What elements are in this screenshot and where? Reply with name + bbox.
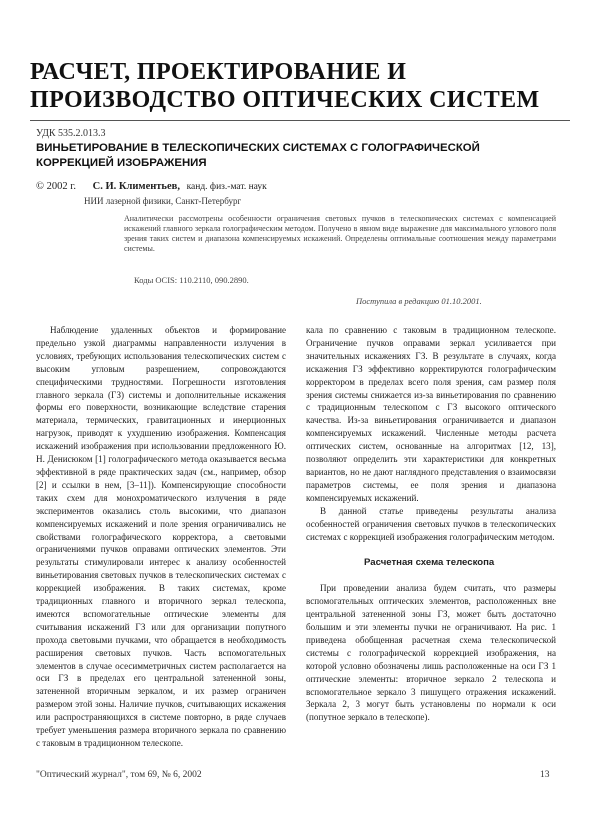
body-paragraph: При проведении анализа будем считать, что размеры вспомогательных оптических элементов, расположенных вне центральной затененной зоны ГЗ, может быть достаточно большим и эти элементы пучки не ограничивают. На рис. 1 приведена обобщенная расчетная схема телескопической системы с голографической коррекцией изображения, на которой условно обозначены лишь расположенные на оси ГЗ 1 оптические элементы: вторичное зеркало 2 телескопа и вспомогательное зеркало 3 пишущего отражения искажений. Зеркала 2, 3 могут быть установлены по нормали к оси (попутное зеркало в телескопе). <box>306 583 556 723</box>
copyright-year: © 2002 г. <box>36 181 76 192</box>
author-line <box>36 181 556 192</box>
body-paragraph: Наблюдение удаленных объектов и формирование предельно узкой диаграммы направленности излучения в условиях, требующих использования телескопических систем с высоким угловым разрешением, сопровождаются специфическими трудностями. Погрешности изготовления главного зеркала (ГЗ) системы и дополнительные искажения формы его поверхности, возникающие вследствие старения материала, термических, гравитационных и инерционных нагрузок, приводят к ухудшению изображения. Компенсация искажений изображения при использовании предложенного Ю. Н. Денисюком [1] голографического метода оказывается весьма эффективной в ряде практических задач (см., например, обзор [2] и ссылки в нем, [3–11]). Компенсирующие способности таких схем для монохроматического излучения в ряде экспериментов оказались столь высокими, что диапазон компенсируемых искажений и поле зрения ограничивались не свойствами голографического корректора, а световыми ограничениями пучков оправами оптических элементов. Эти результаты стимулировали интерес к анализу особенностей виньетирования световых пучков в телескопических системах с коррекцией изображения. В таких системах, кроме традиционных главного и вторичного зеркал телескопа, имеются вспомогательные оптические элементы для считывания искажений ГЗ или для организации попутного прохода световыми пучками, что обращается в необходимость расширения световых пучков. Часть вспомогательных элементов в случае осесимметричных систем располагается на оси ГЗ в пределах его центральной затененной зоны, затененной вторичным зеркалом, и их размер ограничен размером этой зоны. Наличие пучков, считывающих искажения или распространяющихся в системе повторно, в ряде случаев требует уменьшения размера вторичного зеркала по сравнению с таковым в традиционном телескопе. <box>36 325 286 748</box>
divider-rule <box>30 120 570 121</box>
author-degree: канд. физ.-мат. наук <box>186 182 267 192</box>
footer-journal: "Оптический журнал", том 69, № 6, 2002 <box>36 770 202 780</box>
udk-code: УДК 535.2.013.3 <box>36 128 106 139</box>
article-title: ВИНЬЕТИРОВАНИЕ В ТЕЛЕСКОПИЧЕСКИХ СИСТЕМАХ С ГОЛОГРАФИЧЕСКОЙ КОРРЕКЦИЕЙ ИЗОБРАЖЕНИЯ <box>36 142 480 169</box>
ocis-codes: Коды OCIS: 110.2110, 090.2890. <box>134 275 249 285</box>
abstract: Аналитически рассмотрены особенности ограничения световых пучков в телескопических системах с компенсацией искажений главного зеркала голографическим методом. Получено в явном виде выражение для максимального углового поля зрения таких систем и диапазона компенсируемых искажений. Определены оптимальные соотношения между параметрами системы. <box>124 214 556 253</box>
right-column <box>306 324 556 764</box>
subheading: Расчетная схема телескопа <box>364 557 495 569</box>
received-date: Поступила в редакцию 01.10.2001. <box>356 296 482 306</box>
author-affiliation: НИИ лазерной физики, Санкт-Петербург <box>84 196 242 206</box>
body-paragraph: В данной статье приведены результаты анализа особенностей ограничения световых пучков в телескопических системах с коррекцией изображения голографическим методом. <box>306 505 556 542</box>
page-number: 13 <box>540 770 550 780</box>
author-name: С. И. Климентьев, <box>92 181 180 192</box>
left-column <box>36 324 286 764</box>
section-title: РАСЧЕТ, ПРОЕКТИРОВАНИЕ И ПРОИЗВОДСТВО ОПТИЧЕСКИХ СИСТЕМ <box>30 59 540 113</box>
body-paragraph: кала по сравнению с таковым в традиционном телескопе. Ограничение пучков оправами зеркал усиливается при значительных искажениях ГЗ. В результате в случаях, когда искажения ГЗ эффективно корректируются голографическим корректором в пределах всего поля зрения, сам размер поля зрения системы снижается из-за виньетирования по сравнению с традиционным телескопом с ГЗ высокого оптического качества. Из-за виньетирования ограничивается и диапазон компенсируемых искажений. Численные методы расчета оптических систем, основанные на алгоритмах [12, 13], позволяют определить эти характеристики для конкретных вариантов, но не дают наглядного представления о взаимосвязи параметров системы, ее поля зрения и диапазона компенсируемых искажений. <box>306 325 556 503</box>
